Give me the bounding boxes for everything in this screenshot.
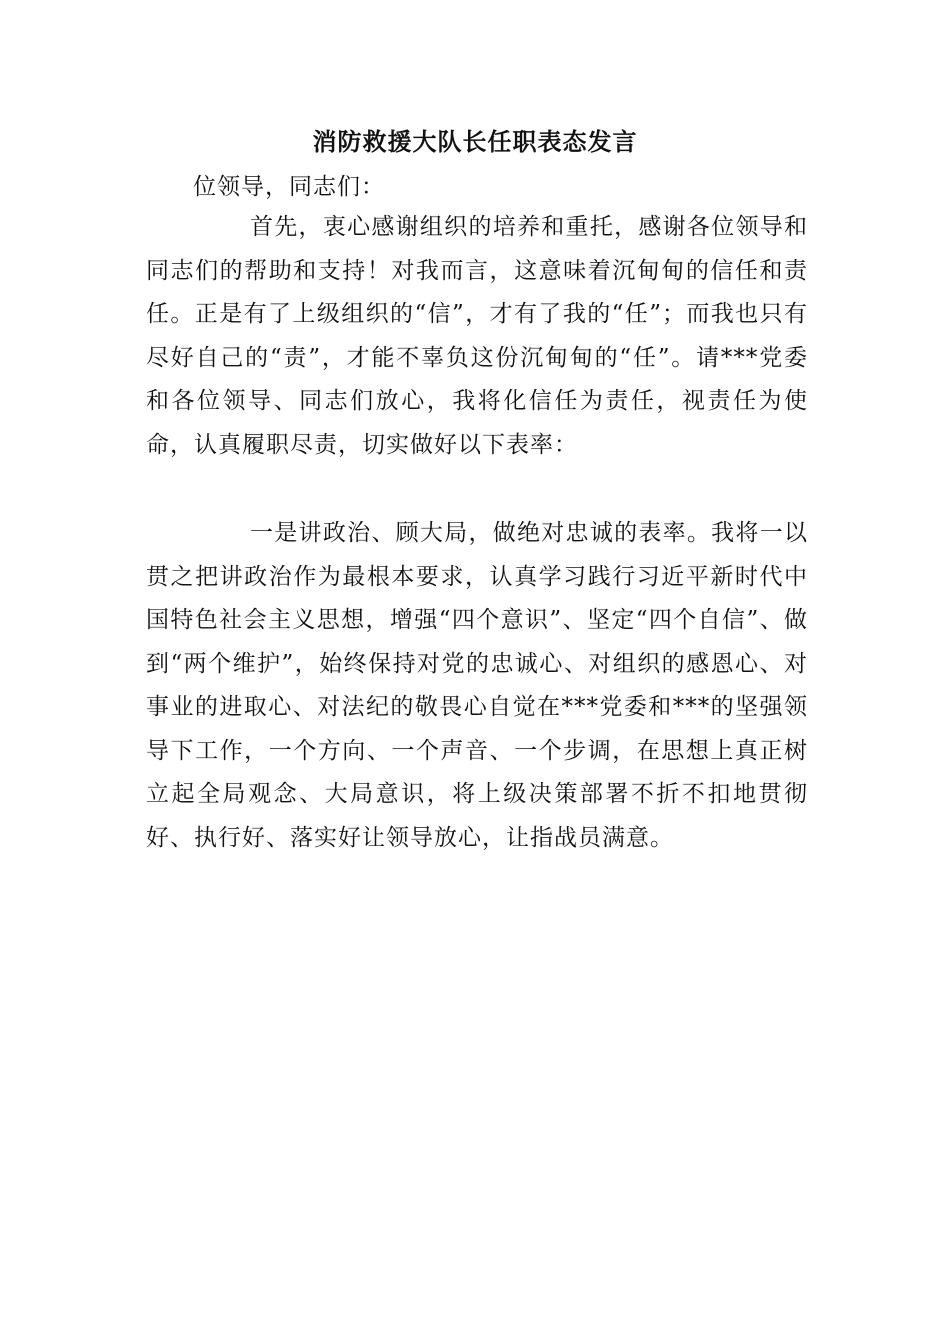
body-paragraph-2: 一是讲政治、顾大局，做绝对忠诚的表率。我将一以贯之把讲政治作为最根本要求，认真学习践行习近平新时代中国特色社会主义思想，增强“四个意识”、坚定“四个自信”、做到“两个维护”，始终保持对党的忠诚心、对组织的感恩心、对事业的进取心、对法纪的敬畏心自觉在***党委和***的坚强领导下工作，一个方向、一个声音、一个步调，在思想上真正树立起全局观念、大局意识，将上级决策部署不折不扣地贯彻好、执行好、落实好让领导放心，让指战员满意。 xyxy=(146,520,808,851)
body-paragraph-1: 首先，衷心感谢组织的培养和重托，感谢各位领导和同志们的帮助和支持！对我而言，这意味着沉甸甸的信任和责任。正是有了上级组织的“信”，才有了我的“任”；而我也只有尽好自己的“责”，才能不辜负这份沉甸甸的“任”。请***党委和各位领导、同志们放心，我将化信任为责任，视责任为使命，认真履职尽责，切实做好以下表率： xyxy=(146,214,808,458)
document-title: 消防救援大队长任职表态发言 xyxy=(312,128,638,156)
salutation-line: 位领导，同志们： xyxy=(193,174,385,200)
